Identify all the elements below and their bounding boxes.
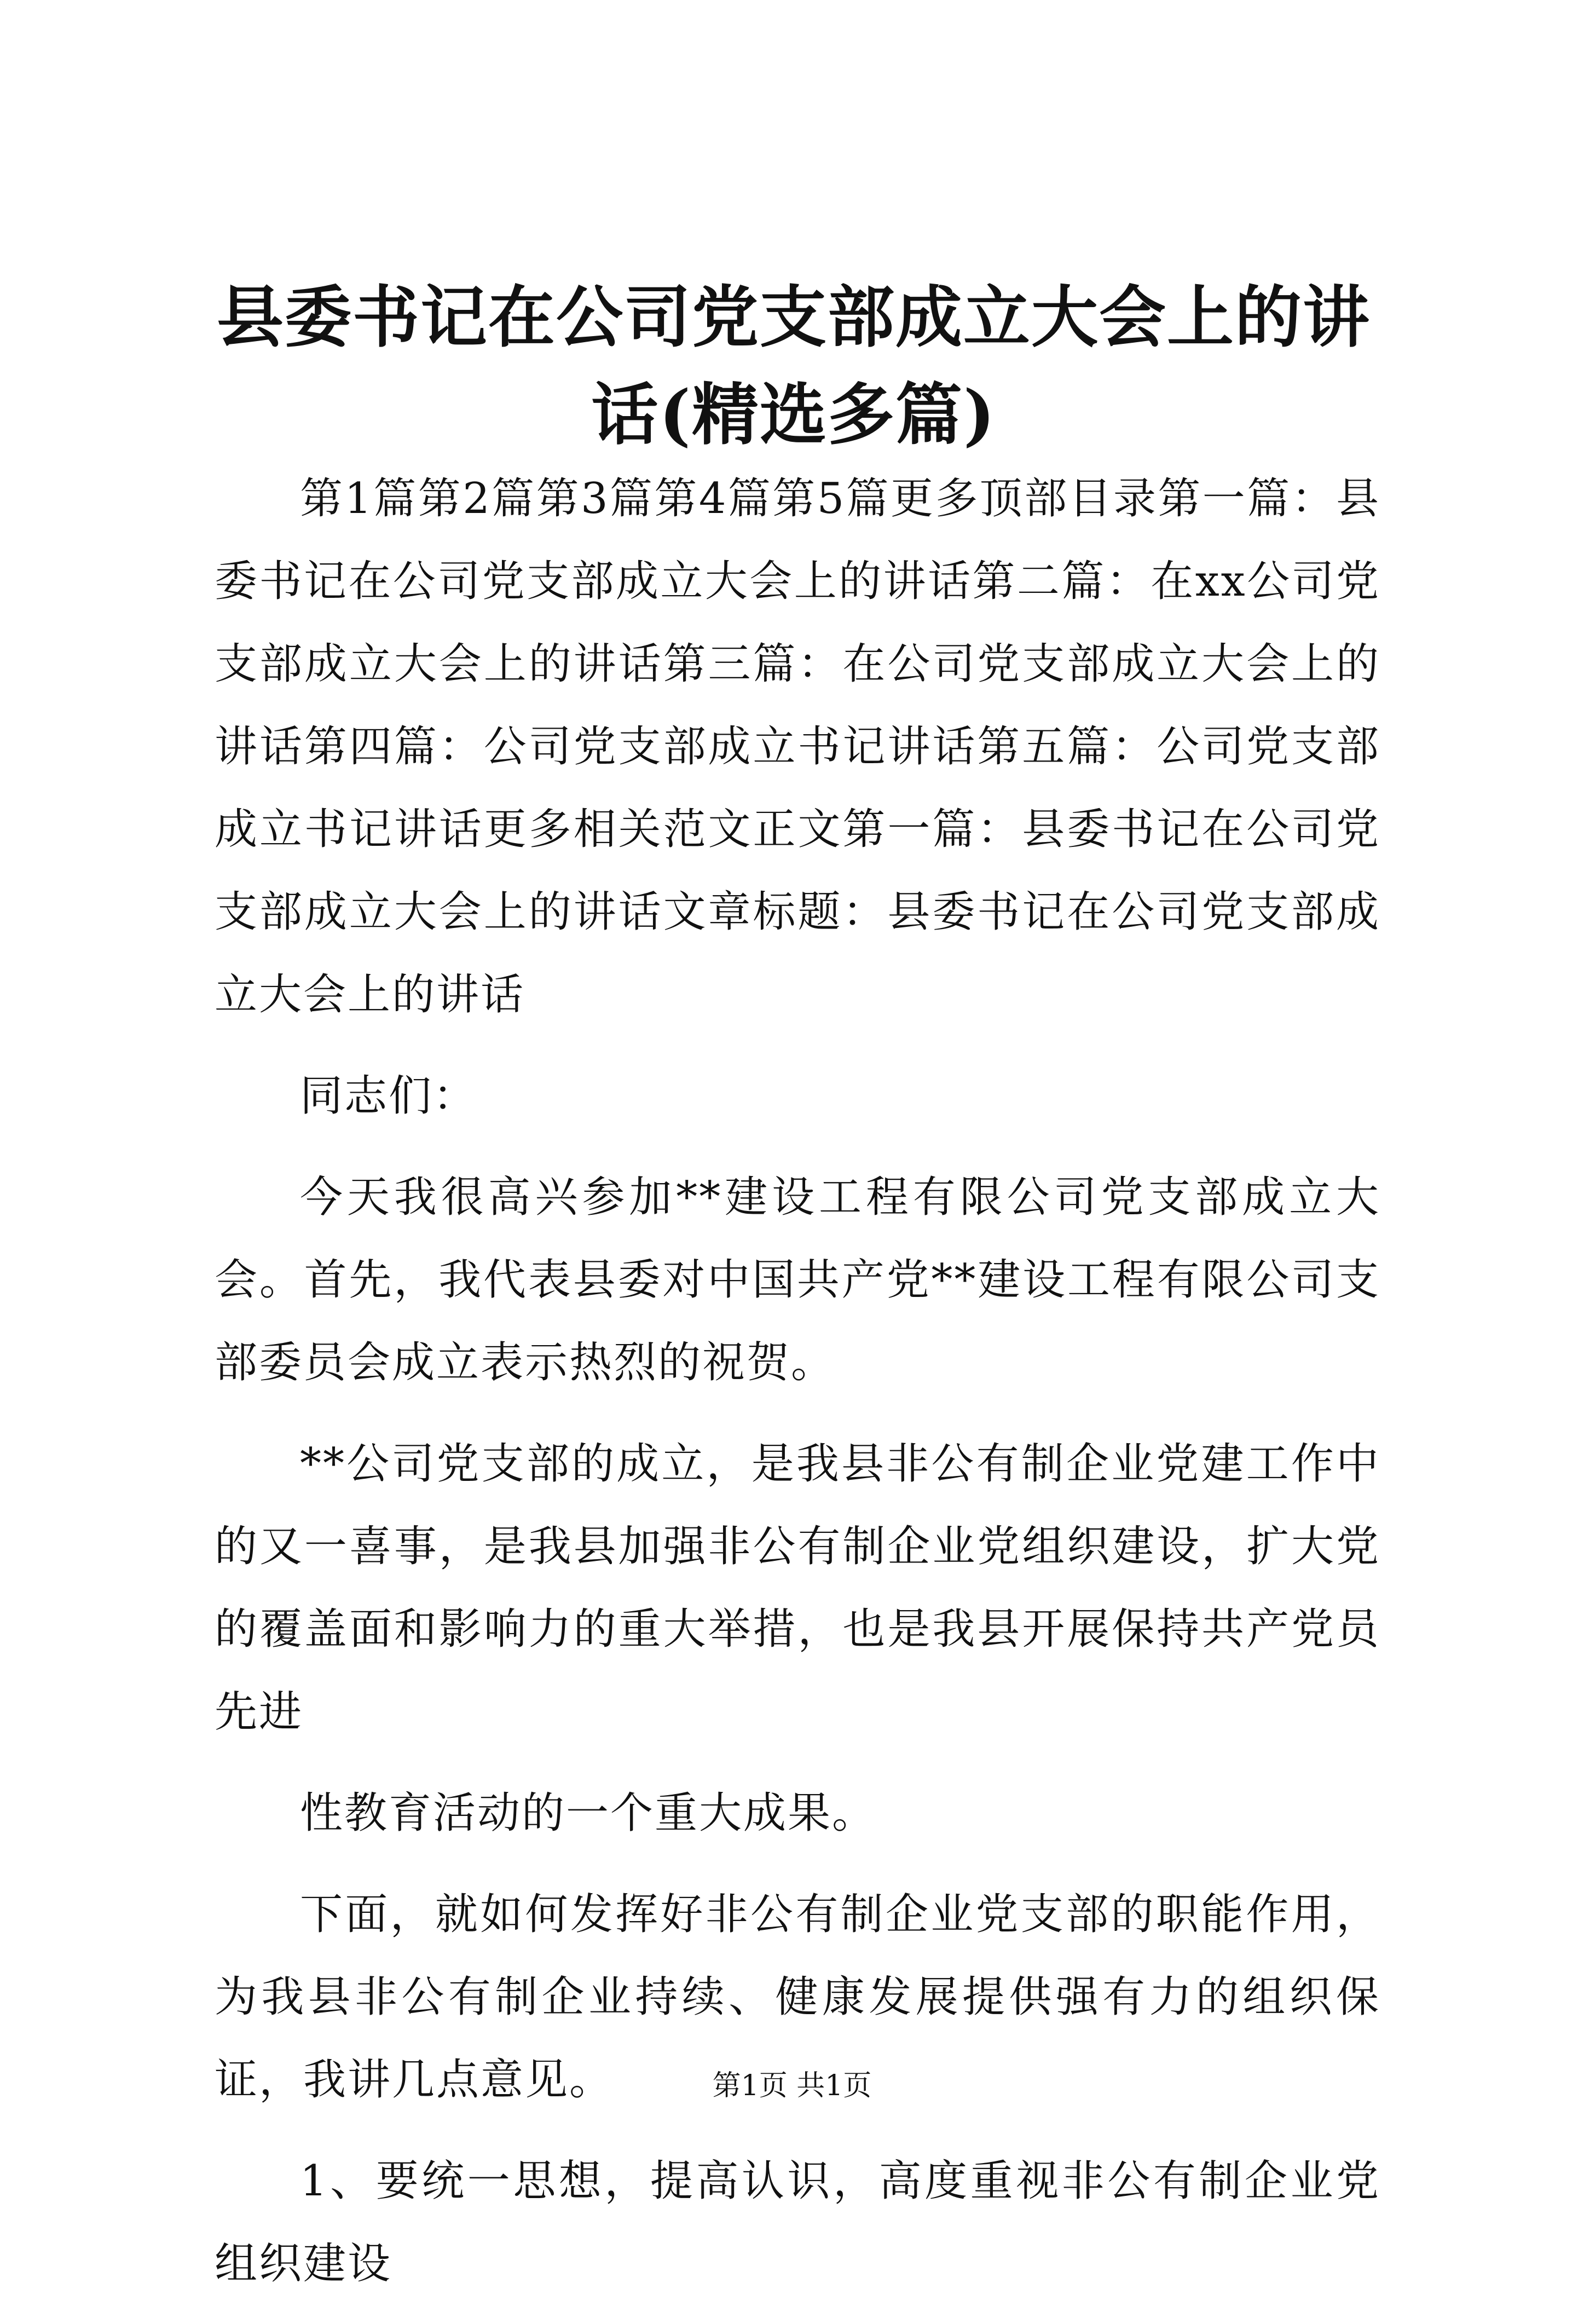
table-of-contents-paragraph: 第1篇第2篇第3篇第4篇第5篇更多顶部目录第一篇：县委书记在公司党支部成立大会上的讲话第二篇：在xx公司党支部成立大会上的讲话第三篇：在公司党支部成立大会上的讲话第四篇：公司党支部成立书记讲话第五篇：公司党支部成立书记讲话更多相关范文正文第一篇：县委书记在公司党支部成立大会上的讲话文章标题：县委书记在公司党支部成立大会上的讲话 bbox=[215, 474, 1380, 1019]
significance-continuation-paragraph: 性教育活动的一个重大成果。 bbox=[300, 1789, 877, 1838]
intro-opinions-paragraph: 下面，就如何发挥好非公有制企业党支部的职能作用，为我县非公有制企业持续、健康发展提供强有力的组织保证，我讲几点意见。 bbox=[215, 1890, 1380, 2104]
point-one-paragraph: 1、要统一思想，提高认识，高度重视非公有制企业党组织建设 bbox=[215, 2156, 1380, 2288]
document-title: 县委书记在公司党支部成立大会上的讲话(精选多篇) bbox=[217, 278, 1371, 454]
page-number-footer: 第1页 共1页 bbox=[712, 2069, 872, 2102]
salutation-paragraph: 同志们： bbox=[300, 1071, 478, 1121]
opening-paragraph: 今天我很高兴参加**建设工程有限公司党支部成立大会。首先，我代表县委对中国共产党**建设工程有限公司支部委员会成立表示热烈的祝贺。 bbox=[215, 1173, 1380, 1387]
significance-paragraph: **公司党支部的成立，是我县非公有制企业党建工作中的又一喜事，是我县加强非公有制企业党组织建设，扩大党的覆盖面和影响力的重大举措，也是我县开展保持共产党员先进 bbox=[215, 1439, 1380, 1737]
document-body bbox=[215, 458, 1380, 2324]
